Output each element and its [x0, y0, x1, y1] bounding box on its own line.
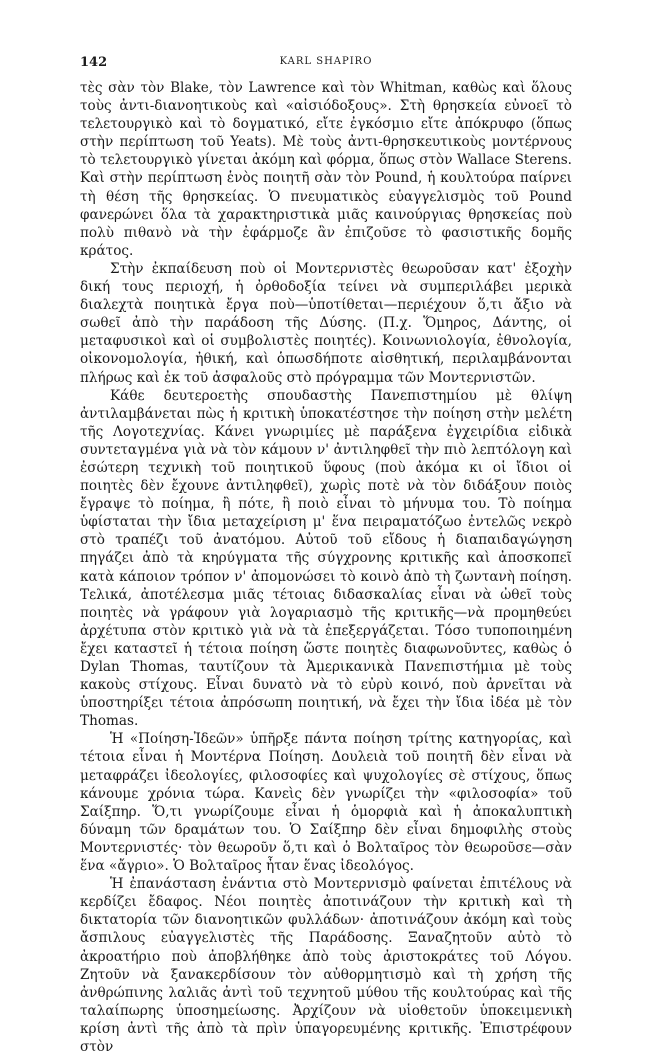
paragraph-continuation: τὲς σὰν τὸν Blake, τὸν Lawrence καὶ τὸν Whitman, καθὼς καὶ ὅλους τοὺς ἀντι-διανοητικοὺς καὶ «αἰσιόδοξους». Στὴ θρησκεία εὐνοεῖ τὸ τελετουργικὸ καὶ τὸ δογματικό, εἴτε ἐγκόσμιο εἴτε ἀπόκρυφο (ὅπως στὴν περίπτωση τοῦ Yeats). Μὲ τοὺς ἀντι-θρησκευτικοὺς μοντέρνους τὸ τελετουργικὸ γίνεται ἀκόμη καὶ φόρμα, ὅπως στὸν Wallace Sterens. Καὶ στὴν περίπτωση ἑνὸς ποιητῆ σὰν τὸν Pound, ἡ κουλτούρα παίρνει τὴ θέση τῆς θρησκείας. Ὁ πνευματικὸς εὐαγγελισμὸς τοῦ Pound φανερώνει ὅλα τὰ χαρακτηριστικὰ μιᾶς καινούργιας θρησκείας ποὺ πολὺ πιθανὸ νὰ τὴν ἐφάρμοζε ἂν ἐπιζοῦσε τὸ φασιστικῆς δομῆς κράτος.	[80, 80, 572, 259]
running-title: KARL SHAPIRO	[279, 56, 373, 67]
paragraph-criticism: Κάθε δευτεροετὴς σπουδαστὴς Πανεπιστημίου μὲ θλίψη ἀντιλαμβάνεται πὼς ἡ κριτικὴ ὑποκατέστησε τὴν ποίηση στὴν μελέτη τῆς Λογοτεχνίας. Κάνει γνωριμίες μὲ παράξενα ἐγχειρίδια εἰδικὰ συντεταγμένα γιὰ νὰ τὸν κάμουν ν' ἀντιληφθεῖ τὴν πιὸ λεπτόλογη καὶ ἐσώτερη τεχνικὴ τοῦ ποιητικοῦ ὕφους (ποὺ ἀκόμα κι οἱ ἴδιοι οἱ ποιητὲς δὲν ἔχουνε ἀντιληφθεῖ), χωρὶς ποτὲ νὰ τὸν διδάξουν ποιὸς ἔγραψε τὸ ποίημα, ἢ πότε, ἢ ποιὸ εἶναι τὸ μήνυμα του. Τὸ ποίημα ὑφίσταται τὴν ἴδια μεταχείριση μ' ἕνα πειραματόζωο ἐντελῶς νεκρὸ στὸ τραπέζι τοῦ ἀνατόμου. Αὐτοῦ τοῦ εἴδους ἡ διαπαιδαγώγηση πηγάζει ἀπὸ τὰ κηρύγματα τῆς σύγχρονης κριτικῆς καὶ ἀποσκοπεῖ κατὰ κάποιον τρόπον ν' ἀπομονώσει τὸ κοινὸ ἀπὸ τὴ ζωντανὴ ποίηση. Τελικά, ἀποτέλεσμα μιᾶς τέτοιας διδασκαλίας εἶναι νὰ ὠθεῖ τοὺς ποιητὲς νὰ γράφουν γιὰ λογαριασμὸ τῆς κριτικῆς—νὰ προμηθεύει ἀρχέτυπα στὸν κριτικὸ γιὰ νὰ τὰ ἐπεξεργάζεται. Τόσο τυποποιημένη ἔχει καταστεῖ ἡ τέτοια ποίηση ὥστε ποιητὲς διαφωνοῦντες, καθὼς ὁ Dylan Thomas, ταυτίζουν τὰ Ἀμερικανικὰ Πανεπιστήμια μὲ τοὺς κακοὺς στίχους. Εἶναι δυνατὸ νὰ τὸ εὐρὺ κοινό, ποὺ ἀρνεῖται νὰ ὑποστηρίξει τέτοια ἀπρόσωπη ποιητική, νὰ ἔχει τὴν ἴδια ἰδέα μὲ τὸν Thomas.	[80, 387, 572, 730]
paragraph-poetry-of-ideas: Ἡ «Ποίηση-Ἰδεῶν» ὑπῆρξε πάντα ποίηση τρίτης κατηγορίας, καὶ τέτοια εἶναι ἡ Μοντέρνα Ποίηση. Δουλειὰ τοῦ ποιητῆ δὲν εἶναι νὰ μεταφράζει ἰδεολογίες, φιλοσοφίες καὶ ψυχολογίες σὲ στίχους, ὅπως κάνουμε χρόνια τώρα. Κανεὶς δὲν γνωρίζει τὴν «φιλοσοφία» τοῦ Σαίξπηρ. Ὅ,τι γνωρίζουμε εἶναι ἡ ὁμορφιὰ καὶ ἡ ἀποκαλυπτικὴ δύναμη τῶν δραμάτων του. Ὁ Σαίξπηρ δὲν εἶναι δημοφιλὴς στοὺς Μοντερνιστές· τὸν θεωροῦν ὅ,τι καὶ ὁ Βολταῖρος τὸν θεωροῦσε—σὰν ἕνα «ἄγριο». Ὁ Βολταῖρος ἦταν ἕνας ἰδεολόγος.	[80, 731, 572, 875]
running-head	[80, 55, 572, 75]
paragraph-revolution: Ἡ ἐπανάσταση ἐνάντια στὸ Μοντερνισμὸ φαίνεται ἐπιτέλους νὰ κερδίζει ἔδαφος. Νέοι ποιητὲς ἀποτινάζουν τὴν κριτικὴ καὶ τὴ δικτατορία τῶν διανοητικῶν φυλλάδων· ἀποτινάζουν ἀκόμη καὶ τοὺς ἄσπιλους εὐαγγελιστὲς τῆς Παράδοσης. Ξαναζητοῦν αὐτὸ τὸ ἀκροατήριο ποὺ ἀποβλήθηκε ἀπὸ τοὺς ἀριστοκράτες τοῦ Λόγου. Ζητοῦν νὰ ξανακερδίσουν τὸν αὐθορμητισμὸ καὶ τὴ χρήση τῆς ἀνθρώπινης λαλιᾶς ἀντὶ τοῦ τεχνητοῦ μύθου τῆς κουλτούρας καὶ τῆς ταλαίπωρης ὑποσημείωσης. Ἀρχίζουν νὰ υἱοθετοῦν ὑποκειμενικὴ κρίση ἀντὶ τῆς ἀπὸ τὰ πρὶν ὑπαγορευμένης κριτικῆς. Ἐπιστρέφουν στὸν	[80, 876, 572, 1055]
body-text	[80, 79, 572, 1056]
paragraph-education: Στὴν ἐκπαίδευση ποὺ οἱ Μοντερνιστὲς θεωροῦσαν κατ' ἐξοχὴν δική τους περιοχή, ἡ ὀρθοδοξία τείνει νὰ συμπεριλάβει μερικὰ διαλεχτὰ ποιητικὰ ἔργα ποὺ—ὑποτίθεται—περιέχουν ὅ,τι ἄξιο νὰ σωθεῖ ἀπὸ τὴν παράδοση τῆς Δύσης. (Π.χ. Ὅμηρος, Δάντης, οἱ μεταφυσικοὶ καὶ οἱ συμβολιστὲς ποιητές). Κοινωνιολογία, ἐθνολογία, οἰκονομολογία, ἠθική, καὶ ὁπωσδήποτε αἰσθητική, περιλαμβάνονται πλήρως καὶ ἐκ τοῦ ἀσφαλοῦς στὸ πρόγραμμα τῶν Μοντερνιστῶν.	[80, 260, 572, 386]
page-number: 142	[80, 55, 108, 70]
